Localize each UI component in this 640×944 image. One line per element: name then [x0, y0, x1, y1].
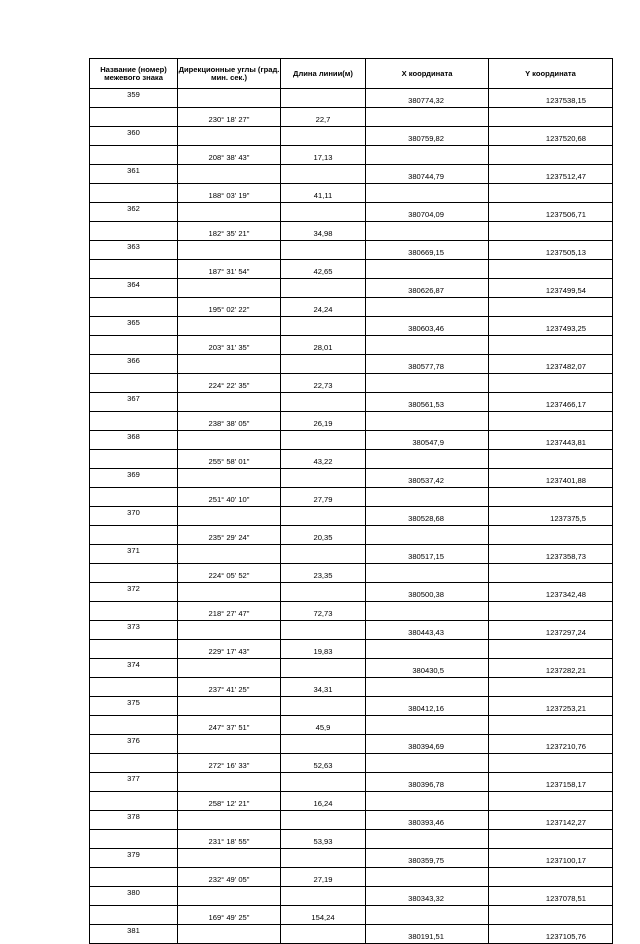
- y-coordinate: 1237142,27: [489, 811, 613, 830]
- y-empty: [489, 868, 613, 887]
- x-empty: [366, 450, 489, 469]
- angle-empty: [178, 241, 281, 260]
- x-coordinate: 380577,78: [366, 355, 489, 374]
- y-empty: [489, 640, 613, 659]
- x-coordinate: 380774,32: [366, 89, 489, 108]
- angle-empty: [178, 393, 281, 412]
- x-coordinate: 380537,42: [366, 469, 489, 488]
- line-length: 22,73: [281, 374, 366, 393]
- table-row: [90, 488, 613, 507]
- length-empty: [281, 773, 366, 792]
- point-name: 378: [90, 811, 178, 830]
- y-empty: [489, 184, 613, 203]
- length-empty: [281, 279, 366, 298]
- length-empty: [281, 735, 366, 754]
- x-empty: [366, 754, 489, 773]
- point-name: 372: [90, 583, 178, 602]
- angle-empty: [178, 279, 281, 298]
- line-length: 17,13: [281, 146, 366, 165]
- point-name: 367: [90, 393, 178, 412]
- y-coordinate: 1237358,73: [489, 545, 613, 564]
- direction-angle: 169° 49' 25": [178, 906, 281, 925]
- line-length: 20,35: [281, 526, 366, 545]
- direction-angle: 208° 38' 43": [178, 146, 281, 165]
- name-empty: [90, 716, 178, 735]
- table-row: [90, 735, 613, 754]
- header-length: Длина линии(м): [281, 59, 366, 89]
- header-row: [90, 59, 613, 89]
- name-empty: [90, 868, 178, 887]
- y-coordinate: 1237493,25: [489, 317, 613, 336]
- x-empty: [366, 602, 489, 621]
- table-row: [90, 678, 613, 697]
- x-coordinate: 380430,5: [366, 659, 489, 678]
- table-row: [90, 184, 613, 203]
- point-name: 359: [90, 89, 178, 108]
- line-length: 34,31: [281, 678, 366, 697]
- direction-angle: 255° 58' 01": [178, 450, 281, 469]
- table-row: [90, 545, 613, 564]
- direction-angle: 231° 18' 55": [178, 830, 281, 849]
- y-coordinate: 1237253,21: [489, 697, 613, 716]
- angle-empty: [178, 545, 281, 564]
- name-empty: [90, 678, 178, 697]
- point-name: 366: [90, 355, 178, 374]
- y-coordinate: 1237401,88: [489, 469, 613, 488]
- x-coordinate: 380517,15: [366, 545, 489, 564]
- name-empty: [90, 640, 178, 659]
- x-coordinate: 380500,38: [366, 583, 489, 602]
- point-name: 369: [90, 469, 178, 488]
- x-empty: [366, 640, 489, 659]
- y-empty: [489, 222, 613, 241]
- table-row: [90, 659, 613, 678]
- line-length: 26,19: [281, 412, 366, 431]
- table-row: [90, 146, 613, 165]
- name-empty: [90, 602, 178, 621]
- name-empty: [90, 260, 178, 279]
- line-length: 23,35: [281, 564, 366, 583]
- y-empty: [489, 526, 613, 545]
- name-empty: [90, 336, 178, 355]
- point-name: 371: [90, 545, 178, 564]
- header-x: X координата: [366, 59, 489, 89]
- length-empty: [281, 89, 366, 108]
- direction-angle: 272° 16' 33": [178, 754, 281, 773]
- y-empty: [489, 412, 613, 431]
- direction-angle: 224° 05' 52": [178, 564, 281, 583]
- point-name: 370: [90, 507, 178, 526]
- table-body: [90, 89, 613, 944]
- x-coordinate: 380626,87: [366, 279, 489, 298]
- angle-empty: [178, 887, 281, 906]
- angle-empty: [178, 621, 281, 640]
- x-empty: [366, 716, 489, 735]
- point-name: 374: [90, 659, 178, 678]
- line-length: 52,63: [281, 754, 366, 773]
- direction-angle: 218° 27' 47": [178, 602, 281, 621]
- point-name: 363: [90, 241, 178, 260]
- angle-empty: [178, 583, 281, 602]
- table-row: [90, 412, 613, 431]
- line-length: 43,22: [281, 450, 366, 469]
- x-coordinate: 380443,43: [366, 621, 489, 640]
- x-empty: [366, 830, 489, 849]
- length-empty: [281, 697, 366, 716]
- table-row: [90, 431, 613, 450]
- y-empty: [489, 906, 613, 925]
- name-empty: [90, 184, 178, 203]
- length-empty: [281, 393, 366, 412]
- name-empty: [90, 830, 178, 849]
- x-empty: [366, 108, 489, 127]
- length-empty: [281, 849, 366, 868]
- table-row: [90, 602, 613, 621]
- table-row: [90, 564, 613, 583]
- x-coordinate: 380528,68: [366, 507, 489, 526]
- x-empty: [366, 374, 489, 393]
- direction-angle: 224° 22' 35": [178, 374, 281, 393]
- y-empty: [489, 792, 613, 811]
- table-row: [90, 887, 613, 906]
- table-row: [90, 374, 613, 393]
- length-empty: [281, 925, 366, 944]
- line-length: 53,93: [281, 830, 366, 849]
- table-row: [90, 640, 613, 659]
- y-empty: [489, 678, 613, 697]
- point-name: 364: [90, 279, 178, 298]
- direction-angle: 235° 29' 24": [178, 526, 281, 545]
- line-length: 16,24: [281, 792, 366, 811]
- direction-angle: 230° 18' 27": [178, 108, 281, 127]
- line-length: 42,65: [281, 260, 366, 279]
- y-coordinate: 1237512,47: [489, 165, 613, 184]
- y-empty: [489, 108, 613, 127]
- length-empty: [281, 811, 366, 830]
- direction-angle: 232° 49' 05": [178, 868, 281, 887]
- angle-empty: [178, 317, 281, 336]
- name-empty: [90, 108, 178, 127]
- line-length: 19,83: [281, 640, 366, 659]
- table-row: [90, 89, 613, 108]
- table-row: [90, 792, 613, 811]
- name-empty: [90, 488, 178, 507]
- y-coordinate: 1237210,76: [489, 735, 613, 754]
- name-empty: [90, 450, 178, 469]
- x-empty: [366, 526, 489, 545]
- line-length: 24,24: [281, 298, 366, 317]
- length-empty: [281, 621, 366, 640]
- table-row: [90, 754, 613, 773]
- point-name: 360: [90, 127, 178, 146]
- x-coordinate: 380547,9: [366, 431, 489, 450]
- name-empty: [90, 374, 178, 393]
- table-row: [90, 165, 613, 184]
- name-empty: [90, 146, 178, 165]
- point-name: 365: [90, 317, 178, 336]
- direction-angle: 238° 38' 05": [178, 412, 281, 431]
- direction-angle: 247° 37' 51": [178, 716, 281, 735]
- y-empty: [489, 564, 613, 583]
- direction-angle: 188° 03' 19": [178, 184, 281, 203]
- y-coordinate: 1237482,07: [489, 355, 613, 374]
- direction-angle: 237° 41' 25": [178, 678, 281, 697]
- name-empty: [90, 298, 178, 317]
- table-row: [90, 868, 613, 887]
- table-row: [90, 127, 613, 146]
- y-coordinate: 1237282,21: [489, 659, 613, 678]
- length-empty: [281, 545, 366, 564]
- table-row: [90, 621, 613, 640]
- y-coordinate: 1237506,71: [489, 203, 613, 222]
- header-angle: Дирекционные углы (град. мин. сек.): [178, 59, 281, 89]
- x-empty: [366, 336, 489, 355]
- x-empty: [366, 564, 489, 583]
- angle-empty: [178, 659, 281, 678]
- name-empty: [90, 754, 178, 773]
- table-row: [90, 811, 613, 830]
- x-empty: [366, 146, 489, 165]
- y-empty: [489, 450, 613, 469]
- line-length: 72,73: [281, 602, 366, 621]
- y-coordinate: 1237105,76: [489, 925, 613, 944]
- x-coordinate: 380359,75: [366, 849, 489, 868]
- table-row: [90, 108, 613, 127]
- angle-empty: [178, 165, 281, 184]
- name-empty: [90, 564, 178, 583]
- length-empty: [281, 469, 366, 488]
- point-name: 376: [90, 735, 178, 754]
- point-name: 377: [90, 773, 178, 792]
- angle-empty: [178, 735, 281, 754]
- table-row: [90, 526, 613, 545]
- angle-empty: [178, 89, 281, 108]
- x-coordinate: 380191,51: [366, 925, 489, 944]
- table-row: [90, 450, 613, 469]
- y-empty: [489, 336, 613, 355]
- x-empty: [366, 412, 489, 431]
- table-row: [90, 507, 613, 526]
- point-name: 368: [90, 431, 178, 450]
- y-empty: [489, 716, 613, 735]
- y-coordinate: 1237342,48: [489, 583, 613, 602]
- line-length: 34,98: [281, 222, 366, 241]
- x-coordinate: 380744,79: [366, 165, 489, 184]
- table-row: [90, 469, 613, 488]
- table-row: [90, 393, 613, 412]
- y-coordinate: 1237375,5: [489, 507, 613, 526]
- angle-empty: [178, 469, 281, 488]
- y-coordinate: 1237505,13: [489, 241, 613, 260]
- length-empty: [281, 431, 366, 450]
- length-empty: [281, 355, 366, 374]
- header-y: Y координата: [489, 59, 613, 89]
- line-length: 28,01: [281, 336, 366, 355]
- angle-empty: [178, 697, 281, 716]
- direction-angle: 182° 35' 21": [178, 222, 281, 241]
- table-row: [90, 906, 613, 925]
- x-coordinate: 380603,46: [366, 317, 489, 336]
- name-empty: [90, 906, 178, 925]
- y-coordinate: 1237520,68: [489, 127, 613, 146]
- angle-empty: [178, 849, 281, 868]
- x-coordinate: 380412,16: [366, 697, 489, 716]
- x-coordinate: 380396,78: [366, 773, 489, 792]
- point-name: 380: [90, 887, 178, 906]
- direction-angle: 229° 17' 43": [178, 640, 281, 659]
- angle-empty: [178, 925, 281, 944]
- angle-empty: [178, 773, 281, 792]
- table-row: [90, 298, 613, 317]
- y-coordinate: 1237297,24: [489, 621, 613, 640]
- point-name: 373: [90, 621, 178, 640]
- table-row: [90, 716, 613, 735]
- table-row: [90, 773, 613, 792]
- x-coordinate: 380394,69: [366, 735, 489, 754]
- table-row: [90, 279, 613, 298]
- length-empty: [281, 165, 366, 184]
- table-row: [90, 336, 613, 355]
- y-coordinate: 1237466,17: [489, 393, 613, 412]
- point-name: 379: [90, 849, 178, 868]
- x-empty: [366, 184, 489, 203]
- y-empty: [489, 830, 613, 849]
- x-empty: [366, 260, 489, 279]
- angle-empty: [178, 203, 281, 222]
- y-empty: [489, 146, 613, 165]
- line-length: 45,9: [281, 716, 366, 735]
- length-empty: [281, 887, 366, 906]
- x-coordinate: 380669,15: [366, 241, 489, 260]
- table-row: [90, 697, 613, 716]
- table-row: [90, 241, 613, 260]
- y-coordinate: 1237100,17: [489, 849, 613, 868]
- name-empty: [90, 792, 178, 811]
- point-name: 362: [90, 203, 178, 222]
- direction-angle: 251° 40' 10": [178, 488, 281, 507]
- direction-angle: 203° 31' 35": [178, 336, 281, 355]
- length-empty: [281, 203, 366, 222]
- length-empty: [281, 659, 366, 678]
- length-empty: [281, 583, 366, 602]
- line-length: 27,19: [281, 868, 366, 887]
- direction-angle: 258° 12' 21": [178, 792, 281, 811]
- coordinates-table: [89, 58, 613, 944]
- table-row: [90, 355, 613, 374]
- x-coordinate: 380704,09: [366, 203, 489, 222]
- y-coordinate: 1237538,15: [489, 89, 613, 108]
- y-empty: [489, 602, 613, 621]
- table-row: [90, 925, 613, 944]
- x-coordinate: 380343,32: [366, 887, 489, 906]
- x-empty: [366, 488, 489, 507]
- length-empty: [281, 507, 366, 526]
- length-empty: [281, 317, 366, 336]
- name-empty: [90, 526, 178, 545]
- length-empty: [281, 127, 366, 146]
- y-coordinate: 1237158,17: [489, 773, 613, 792]
- y-coordinate: 1237078,51: [489, 887, 613, 906]
- line-length: 154,24: [281, 906, 366, 925]
- direction-angle: 195° 02' 22": [178, 298, 281, 317]
- y-empty: [489, 754, 613, 773]
- y-empty: [489, 488, 613, 507]
- line-length: 41,11: [281, 184, 366, 203]
- x-empty: [366, 222, 489, 241]
- angle-empty: [178, 127, 281, 146]
- y-empty: [489, 260, 613, 279]
- x-coordinate: 380561,53: [366, 393, 489, 412]
- angle-empty: [178, 507, 281, 526]
- point-name: 381: [90, 925, 178, 944]
- table-row: [90, 830, 613, 849]
- line-length: 22,7: [281, 108, 366, 127]
- table-row: [90, 222, 613, 241]
- x-empty: [366, 792, 489, 811]
- table-row: [90, 849, 613, 868]
- table-row: [90, 317, 613, 336]
- table-row: [90, 203, 613, 222]
- header-name: Название (номер) межевого знака: [90, 59, 178, 89]
- name-empty: [90, 222, 178, 241]
- y-empty: [489, 374, 613, 393]
- angle-empty: [178, 431, 281, 450]
- y-coordinate: 1237443,81: [489, 431, 613, 450]
- x-coordinate: 380393,46: [366, 811, 489, 830]
- y-empty: [489, 298, 613, 317]
- x-empty: [366, 906, 489, 925]
- table-row: [90, 583, 613, 602]
- point-name: 375: [90, 697, 178, 716]
- x-empty: [366, 868, 489, 887]
- angle-empty: [178, 355, 281, 374]
- x-empty: [366, 298, 489, 317]
- line-length: 27,79: [281, 488, 366, 507]
- table-row: [90, 260, 613, 279]
- point-name: 361: [90, 165, 178, 184]
- x-coordinate: 380759,82: [366, 127, 489, 146]
- length-empty: [281, 241, 366, 260]
- y-coordinate: 1237499,54: [489, 279, 613, 298]
- angle-empty: [178, 811, 281, 830]
- direction-angle: 187° 31' 54": [178, 260, 281, 279]
- x-empty: [366, 678, 489, 697]
- name-empty: [90, 412, 178, 431]
